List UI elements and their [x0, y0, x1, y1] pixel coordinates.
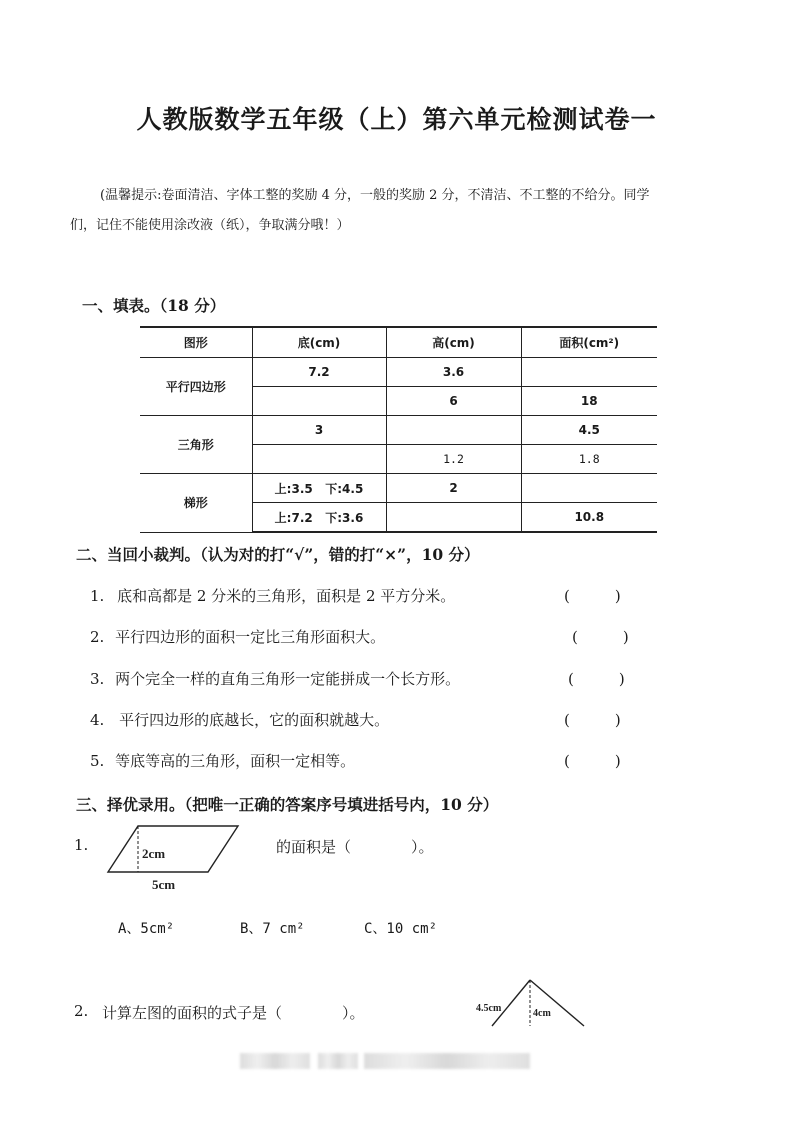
judge-item-3 — [90, 668, 460, 689]
blurred-watermark-3 — [364, 1053, 530, 1069]
cell-height — [386, 416, 521, 445]
header-height: 高(cm) — [386, 327, 521, 358]
parallelogram-shape — [108, 826, 238, 872]
table-header-row — [140, 327, 657, 358]
table-row — [140, 358, 657, 387]
item-number: 4. — [90, 711, 105, 729]
tip-line-2: 们，记住不能使用涂改液（纸），争取满分哦！） — [70, 218, 350, 233]
header-base: 底(cm) — [252, 327, 386, 358]
cell-height — [386, 503, 521, 533]
triangle-side-label: 4.5cm — [476, 1003, 502, 1014]
cell-height: 1.2 — [386, 445, 521, 474]
judge-item-1 — [90, 585, 455, 606]
shape-parallelogram: 平行四边形 — [140, 358, 252, 416]
tip-line-1: (温馨提示:卷面清洁、字体工整的奖励 4 分，一般的奖励 2 分，不清洁、不工整的不给分。同学 — [100, 188, 650, 203]
blurred-watermark-2 — [318, 1053, 358, 1069]
section3-heading: 三、择优录用。（把唯一正确的答案序号填进括号内，10 分） — [76, 795, 499, 814]
answer-paren-5[interactable]: ( ) — [564, 752, 621, 770]
table-row — [140, 474, 657, 503]
item-text: 等底等高的三角形，面积一定相等。 — [115, 752, 356, 770]
cell-base: 3 — [252, 416, 386, 445]
cell-height: 3.6 — [386, 358, 521, 387]
answer-paren-3[interactable]: ( ) — [568, 670, 625, 688]
cell-base — [252, 387, 386, 416]
judge-item-2 — [90, 626, 385, 647]
q1-choice-b[interactable]: B、7 cm² — [240, 921, 305, 937]
cell-area — [521, 358, 657, 387]
cell-base: 上:3.5 下:4.5 — [252, 474, 386, 503]
shape-triangle: 三角形 — [140, 416, 252, 474]
item-number: 3. — [90, 670, 105, 688]
answer-paren-1[interactable]: ( ) — [564, 587, 621, 605]
header-shape: 图形 — [140, 327, 252, 358]
parallelogram-figure — [100, 822, 245, 894]
header-area: 面积(cm²) — [521, 327, 657, 358]
triangle-height-label: 4cm — [533, 1008, 551, 1019]
item-number: 1. — [90, 587, 105, 605]
blurred-watermark-1 — [240, 1053, 310, 1069]
page-title: 人教版数学五年级（上）第六单元检测试卷一 — [136, 105, 657, 134]
item-text: 平行四边形的底越长，它的面积就越大。 — [119, 711, 390, 729]
cell-area — [521, 474, 657, 503]
shape-trapezoid: 梯形 — [140, 474, 252, 533]
cell-area: 10.8 — [521, 503, 657, 533]
q1-choice-a[interactable]: A、5cm² — [118, 921, 175, 937]
judge-item-5 — [90, 750, 355, 771]
item-text: 两个完全一样的直角三角形一定能拼成一个长方形。 — [115, 670, 461, 688]
q1-text: 的面积是（ ）。 — [276, 838, 434, 856]
item-number: 5. — [90, 752, 105, 770]
item-text: 底和高都是 2 分米的三角形，面积是 2 平方分米。 — [117, 587, 456, 605]
table-row — [140, 416, 657, 445]
cell-height: 6 — [386, 387, 521, 416]
answer-paren-2[interactable]: ( ) — [572, 628, 629, 646]
q2-number: 2. — [74, 1002, 89, 1020]
q1-number: 1. — [74, 836, 89, 854]
parallelogram-base-label: 5cm — [152, 877, 176, 892]
judge-item-4 — [90, 709, 389, 730]
parallelogram-height-label: 2cm — [142, 846, 166, 861]
cell-base: 7.2 — [252, 358, 386, 387]
cell-height: 2 — [386, 474, 521, 503]
cell-area: 1.8 — [521, 445, 657, 474]
section2-heading: 二、当回小裁判。（认为对的打“√”，错的打“×”，10 分） — [76, 545, 480, 564]
triangle-figure — [472, 976, 590, 1030]
cell-base — [252, 445, 386, 474]
answer-paren-4[interactable]: ( ) — [564, 711, 621, 729]
fill-table — [140, 326, 657, 533]
triangle-right-side — [530, 980, 584, 1026]
item-text: 平行四边形的面积一定比三角形面积大。 — [115, 628, 386, 646]
cell-area: 4.5 — [521, 416, 657, 445]
item-number: 2. — [90, 628, 105, 646]
q1-choice-c[interactable]: C、10 cm² — [364, 921, 438, 937]
cell-area: 18 — [521, 387, 657, 416]
section1-heading: 一、填表。（18 分） — [82, 296, 226, 315]
cell-base: 上:7.2 下:3.6 — [252, 503, 386, 533]
q2-text: 计算左图的面积的式子是（ ）。 — [102, 1004, 365, 1022]
